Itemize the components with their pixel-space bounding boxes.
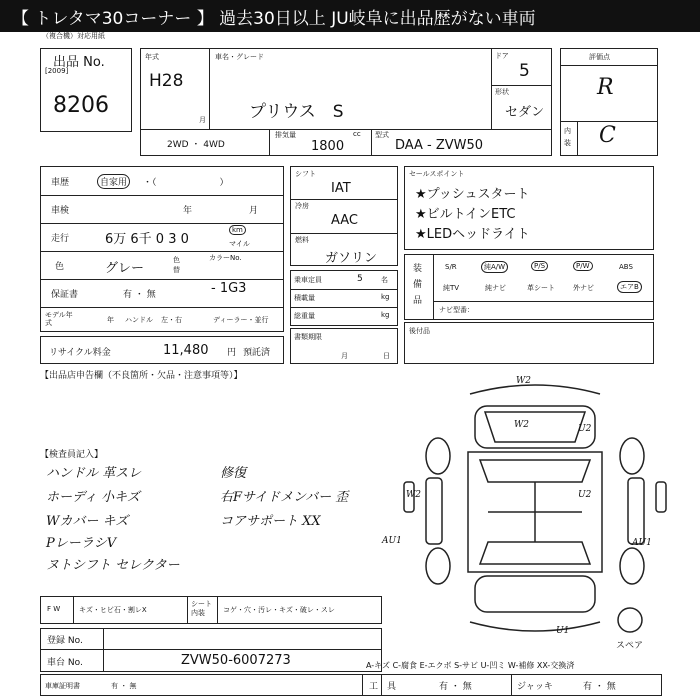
equip-tv: 純TV	[443, 284, 460, 292]
seat-items: コゲ・穴・汚レ・キズ・破レ・スレ	[223, 606, 335, 614]
recycle-note: 預託済	[243, 348, 271, 358]
doors-value: 5	[519, 61, 530, 81]
mark-w2-left: W2	[406, 490, 421, 500]
fw-row	[40, 596, 382, 624]
inspector-right-1: 修復	[220, 466, 247, 481]
drive-value: 2WD ・ 4WD	[167, 140, 225, 150]
navi-label: ナビ型番：	[439, 306, 474, 314]
reg-value: 自家用	[97, 174, 130, 189]
doc-period-day: 日	[383, 352, 390, 360]
cooling-label: 冷房	[295, 202, 309, 210]
sales-points-box	[404, 166, 654, 250]
lot-tag: [2009]	[45, 67, 69, 75]
grade-label: 評価点	[589, 53, 610, 61]
declaration-label: 【出品店申告欄（不良箇所・欠品・注意事項等）】	[40, 371, 243, 381]
gross-label: 総重量	[294, 312, 315, 320]
doc-period-label: 書類期限	[294, 333, 322, 341]
shape-label: 形状	[495, 88, 509, 96]
cert-box	[40, 674, 382, 696]
grade-box	[560, 48, 658, 156]
mark-au1-left: AU1	[382, 536, 402, 546]
inspection-year: 年	[183, 206, 193, 216]
lot-number: 8206	[53, 93, 109, 118]
warranty-label: 保証書	[51, 290, 79, 300]
displacement-label: 排気量	[275, 131, 296, 139]
month-label: 月	[199, 116, 206, 124]
damage-legend: A-キズ C-腐食 E-エクボ S-サビ U-凹ミ W-補修 XX-交換済	[366, 661, 575, 670]
equip-pw: P/W	[573, 261, 593, 271]
banner	[0, 0, 700, 32]
handle-value: 左・右	[161, 316, 182, 324]
lot-label: 出品 No.	[53, 55, 105, 70]
model-value: DAA - ZVW50	[395, 138, 484, 153]
gross-unit: kg	[381, 311, 390, 319]
equip-airbag: エアB	[617, 281, 642, 293]
mileage-unit-km: km	[229, 225, 246, 235]
color-change-label: 色替	[173, 256, 180, 274]
capacity-unit: 名	[381, 276, 388, 284]
reg-label: 車歴	[51, 178, 70, 188]
inspector-label: 【検査員記入】	[40, 450, 104, 460]
doc-period-month: 月	[341, 352, 348, 360]
sales-point-1: ★プッシュスタート	[415, 187, 530, 202]
header-small: （複合機）対応用紙	[42, 32, 105, 40]
recycle-box	[40, 336, 284, 364]
inspector-left-1: ハンドル 革スレ	[46, 466, 142, 481]
sales-point-2: ★ビルトインETC	[415, 207, 516, 222]
fuel-value: ガソリン	[325, 251, 378, 266]
recycle-amount: 11,480	[163, 343, 209, 358]
color-no-label: カラーNo.	[209, 254, 242, 262]
load-label: 積載量	[294, 294, 315, 302]
cert-label: 車庫証明書	[45, 682, 80, 690]
mileage-label: 走行	[51, 234, 70, 244]
warranty-value: 有 ・ 無	[123, 290, 156, 300]
color-label: 色	[55, 262, 65, 272]
capacity-value: 5	[357, 274, 363, 284]
year-value: H28	[149, 71, 184, 91]
mark-u1-bottom: U1	[556, 626, 570, 636]
inspector-left-5: ヌトシフト セレクター	[46, 558, 180, 573]
chassis-label: 車台 No.	[47, 658, 83, 668]
interior-score: C	[599, 123, 616, 148]
equipment-box	[404, 254, 654, 320]
lot-box	[40, 48, 132, 132]
dealer-label: ディーラー・並行	[213, 316, 269, 324]
equip-ps: P/S	[531, 261, 548, 271]
chassis-value: ZVW50-6007273	[181, 653, 291, 668]
jack-value: 有 ・ 無	[583, 682, 616, 692]
fw-label: F W	[47, 605, 61, 613]
recycle-label: リサイクル料金	[49, 348, 111, 358]
color-value: グレー	[105, 261, 145, 276]
shift-label: シフト	[295, 170, 316, 178]
recycle-unit: 円	[227, 348, 237, 358]
tools-box	[362, 674, 662, 696]
inspection-month: 月	[249, 206, 259, 216]
spare-label: スペア	[616, 641, 644, 651]
capacity-box	[290, 270, 398, 326]
jack-label: ジャッキ	[517, 682, 553, 692]
mark-w2-hood: W2	[514, 420, 529, 430]
mileage-value: 6万 6千 0 3 0	[105, 232, 189, 247]
car-name: プリウス S	[249, 102, 344, 122]
vehicle-box	[140, 48, 552, 156]
equip-sr: S/R	[445, 263, 457, 271]
year-label: 年式	[145, 53, 159, 61]
tools-label: 工 具	[369, 682, 397, 692]
equipment-label: 装備品	[413, 264, 423, 306]
seat-label: シート内装	[191, 600, 212, 617]
mileage-unit-mile: マイル	[229, 240, 250, 248]
doc-period-box	[290, 328, 398, 364]
inspector-left-4: PレーラシV	[46, 536, 117, 551]
mark-u2-right: U2	[578, 424, 592, 434]
model-year-label: モデル年式	[45, 311, 73, 327]
color-no-value: - 1G3	[211, 281, 247, 296]
model-label: 型式	[375, 131, 389, 139]
inspector-right-2: 右Fサイドメンバー 歪	[220, 490, 349, 505]
sales-point-3: ★LEDヘッドライト	[415, 227, 530, 242]
equip-alloy: 純A/W	[481, 261, 508, 273]
mark-u2-door: U2	[578, 490, 592, 500]
shift-box	[290, 166, 398, 266]
equip-abs: ABS	[619, 263, 633, 271]
load-unit: kg	[381, 293, 390, 301]
equip-ext-navi: 外ナビ	[573, 284, 594, 292]
after-parts-box	[404, 322, 654, 364]
doors-label: ドア	[495, 52, 509, 60]
after-parts-label: 後付品	[409, 327, 430, 335]
sales-points-label: セールスポイント	[409, 170, 465, 178]
equip-leather: 革シート	[527, 284, 555, 292]
cooling-value: AAC	[331, 213, 358, 228]
car-diagram	[400, 372, 670, 640]
tools-value: 有 ・ 無	[439, 682, 472, 692]
name-label: 車名・グレード	[215, 53, 264, 61]
reg-no-label: 登録 No.	[47, 636, 83, 646]
reg-rest: ・（ ）	[143, 178, 229, 188]
cert-sub: 有 ・ 無	[111, 682, 137, 690]
banner-text: 【 トレタマ30コーナー 】 過去30日以上 JU岐阜に出品歴がない車両	[12, 9, 536, 29]
shift-value: IAT	[331, 181, 351, 196]
displacement-value: 1800	[311, 139, 345, 154]
interior-label: 内装	[564, 127, 571, 147]
fw-items: キズ・ヒビ石・割レX	[79, 606, 147, 614]
inspector-right-3: コアサポート XX	[220, 514, 321, 529]
capacity-label: 乗車定員	[294, 276, 322, 284]
displacement-unit: cc	[353, 130, 361, 138]
shape-value: セダン	[505, 105, 545, 120]
mark-w2-top: W2	[516, 376, 531, 386]
inspector-left-2: ホーディ 小キズ	[46, 490, 140, 505]
model-year-unit: 年	[107, 316, 114, 324]
inspector-left-3: Wカバー キズ	[46, 514, 129, 529]
history-box	[40, 166, 284, 332]
equip-navi: 純ナビ	[485, 284, 506, 292]
grade-score: R	[597, 75, 614, 100]
inspection-label: 車検	[51, 206, 70, 216]
handle-label: ハンドル	[125, 316, 153, 324]
fuel-label: 燃料	[295, 236, 309, 244]
registration-box	[40, 628, 382, 672]
mark-au1-right: AU1	[632, 538, 652, 548]
